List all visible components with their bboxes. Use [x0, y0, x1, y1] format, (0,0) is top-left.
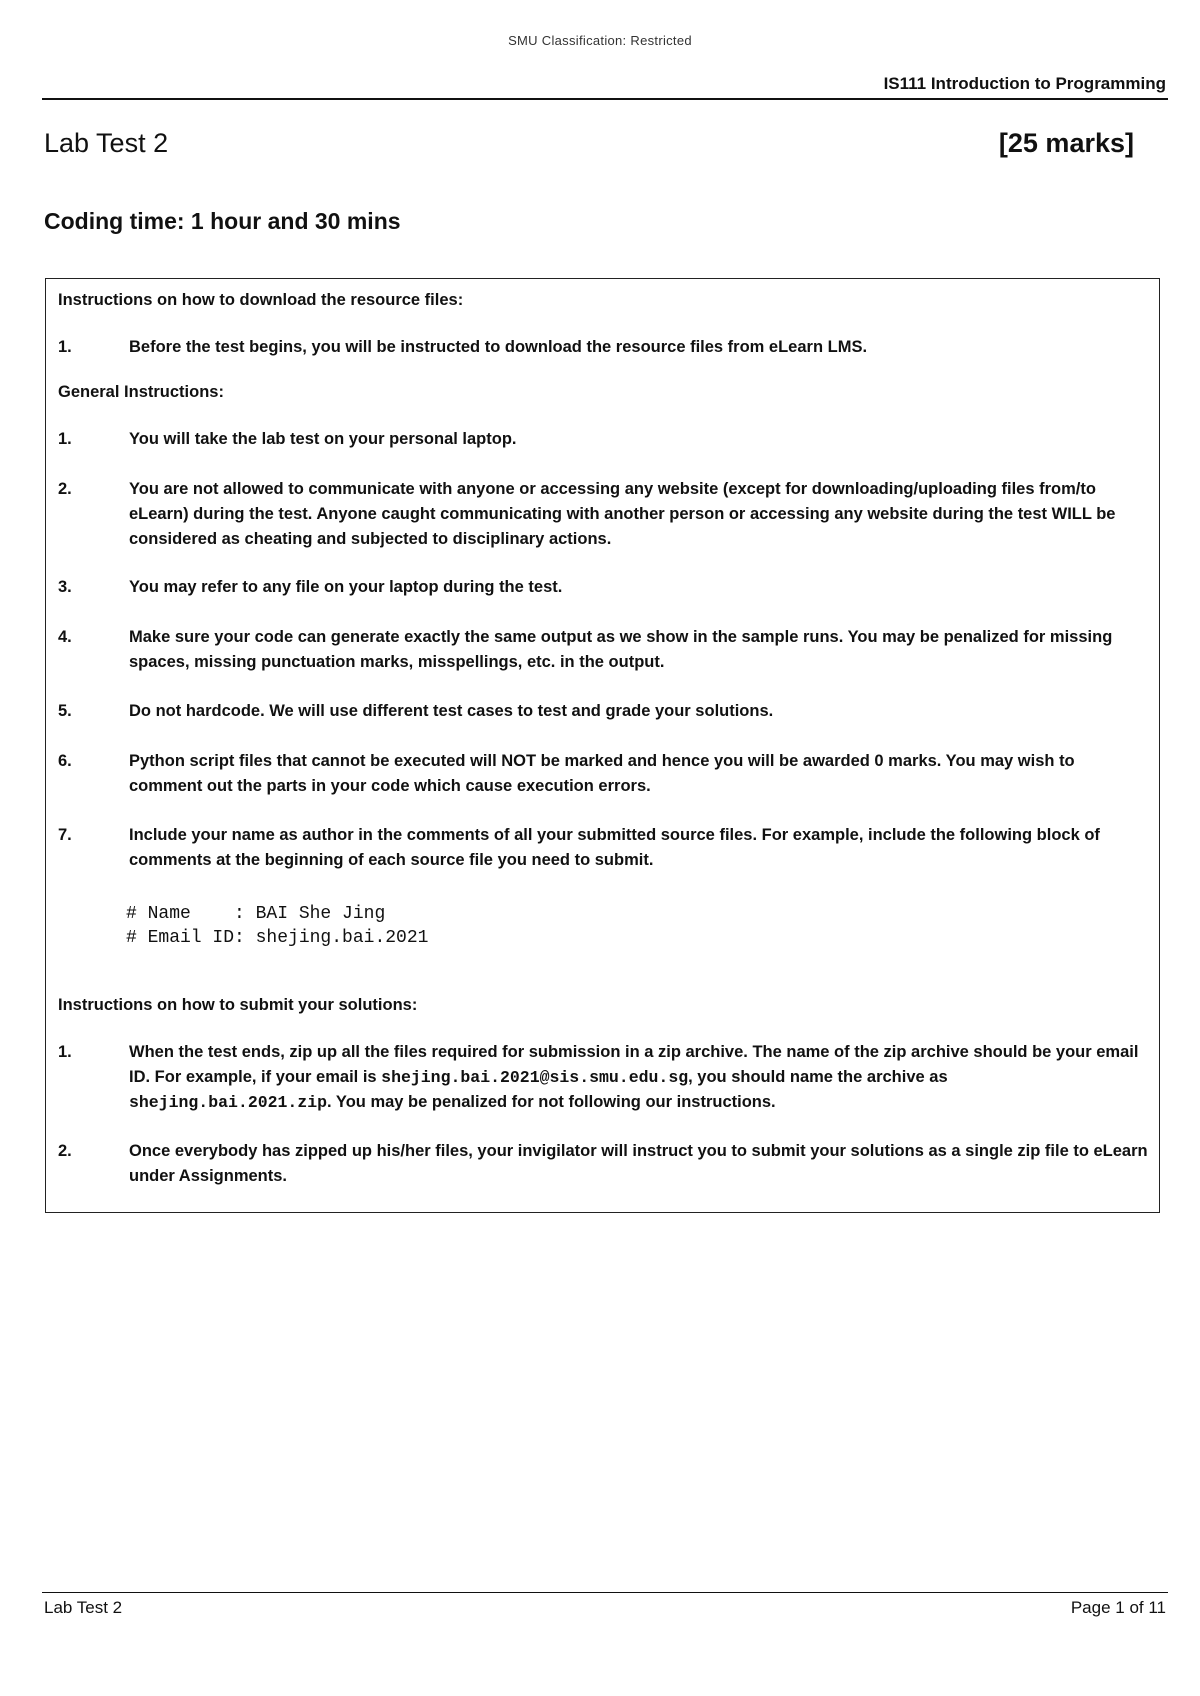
header-rule [42, 98, 1168, 100]
item-text-part: . You may be penalized for not following our instructions. [327, 1093, 776, 1111]
item-text: Before the test begins, you will be instructed to download the resource files from eLearn LMS. [129, 338, 868, 356]
general-item-4 [58, 625, 1148, 675]
submit-item-1 [58, 1040, 1148, 1115]
item-text: Python script files that cannot be executed will NOT be marked and hence you will be awarded 0 marks. You may wish to comment out the parts in your code which cause execution errors. [129, 752, 1075, 795]
item-number: 4. [58, 628, 72, 646]
classification-label: SMU Classification: Restricted [508, 33, 692, 48]
item-number: 2. [58, 1142, 72, 1160]
total-marks: [25 marks] [998, 128, 1134, 158]
item-number: 1. [58, 1043, 72, 1061]
example-archive-name: shejing.bai.2021.zip [129, 1093, 328, 1112]
item-text: You are not allowed to communicate with anyone or accessing any website (except for downloading/uploading files from/to eLearn) during the test. Anyone caught communicating with another person or accessing any website during the test WILL be considered as cheating and subjected to disciplinary actions. [129, 480, 1116, 548]
item-number: 5. [58, 702, 72, 720]
item-text-part: , you should name the archive as [688, 1068, 948, 1086]
item-text: You will take the lab test on your personal laptop. [129, 430, 517, 448]
title-row [44, 128, 1134, 168]
code-line-name: # Name : BAI She Jing [126, 904, 386, 924]
item-text: Once everybody has zipped up his/her files, your invigilator will instruct you to submit your solutions as a single zip file to eLearn under Assignments. [129, 1142, 1148, 1185]
author-code-block [126, 902, 428, 950]
page-title: Lab Test 2 [44, 128, 169, 158]
general-item-6 [58, 749, 1148, 799]
general-heading: General Instructions: [58, 383, 224, 401]
code-line-email: # Email ID: shejing.bai.2021 [126, 928, 429, 948]
submit-item-2 [58, 1139, 1148, 1189]
general-item-5 [58, 699, 1148, 724]
item-text: Make sure your code can generate exactly the same output as we show in the sample runs. You may be penalized for missing spaces, missing punctuation marks, misspellings, etc. in the output. [129, 628, 1113, 671]
item-number: 2. [58, 480, 72, 498]
item-text: Include your name as author in the comments of all your submitted source files. For example, include the following block of comments at the beginning of each source file you need to submit. [129, 826, 1100, 869]
general-item-3 [58, 575, 1148, 600]
item-number: 1. [58, 338, 72, 356]
item-text: Do not hardcode. We will use different test cases to test and grade your solutions. [129, 702, 774, 720]
general-item-2 [58, 477, 1148, 552]
item-text-part: When the test ends, zip up all the files required for submission in a zip archive. The name of the zip archive should be your email ID. For example, if your email is [129, 1043, 1139, 1086]
example-email: shejing.bai.2021@sis.smu.edu.sg [381, 1068, 689, 1087]
footer-doc-title: Lab Test 2 [44, 1598, 123, 1617]
item-number: 7. [58, 826, 72, 844]
item-number: 6. [58, 752, 72, 770]
download-item-1 [58, 335, 1148, 360]
item-number: 3. [58, 578, 72, 596]
general-item-7 [58, 823, 1148, 873]
footer-page-number: Page 1 of 11 [1070, 1598, 1166, 1617]
item-text: You may refer to any file on your laptop during the test. [129, 578, 563, 596]
instructions-box [45, 278, 1160, 1213]
coding-time: Coding time: 1 hour and 30 mins [44, 208, 401, 234]
download-heading: Instructions on how to download the resource files: [58, 291, 464, 309]
item-number: 1. [58, 430, 72, 448]
item-text [129, 1040, 1148, 1115]
footer-rule [42, 1592, 1168, 1593]
course-title: IS111 Introduction to Programming [883, 74, 1166, 93]
general-item-1 [58, 427, 1148, 452]
submit-heading: Instructions on how to submit your solutions: [58, 996, 418, 1014]
